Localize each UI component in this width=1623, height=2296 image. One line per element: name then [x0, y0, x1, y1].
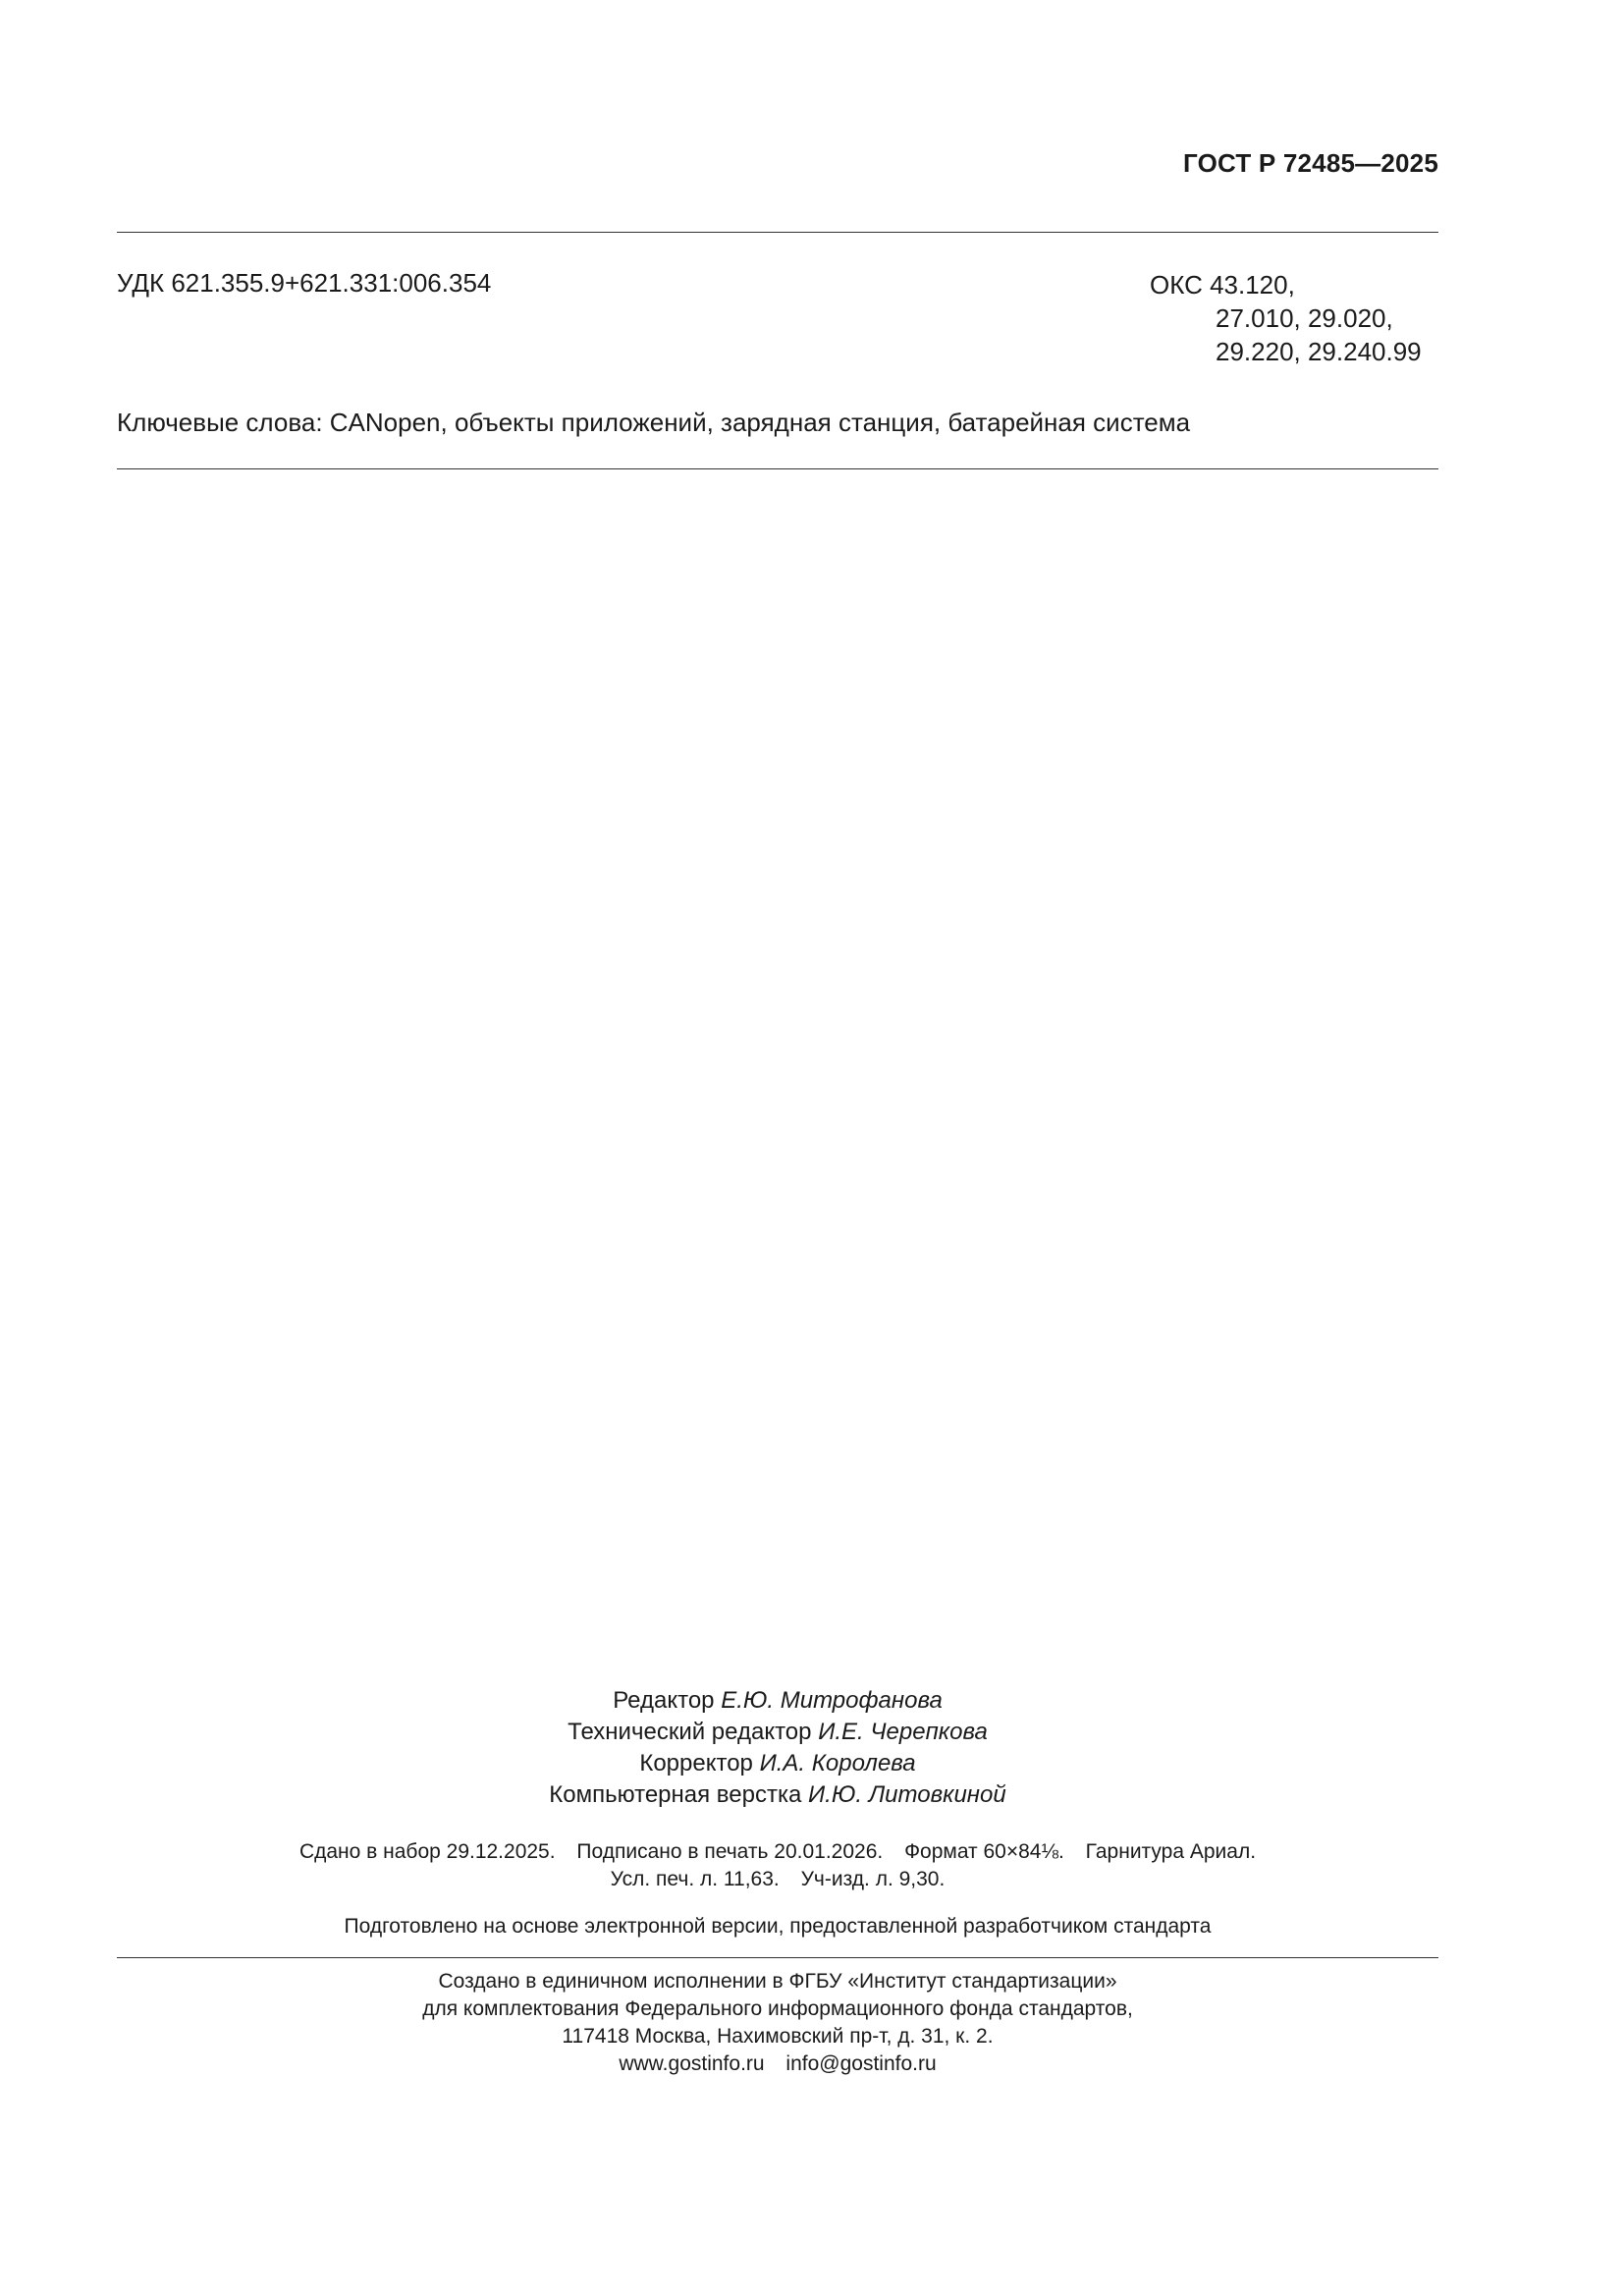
created-info [117, 1968, 1438, 2078]
created-line-2: для комплектования Федерального информационного фонда стандартов, [422, 1997, 1133, 2020]
submitted-date: Сдано в набор 29.12.2025. [298, 1840, 556, 1863]
credit-name: И.Е. Черепкова [818, 1719, 988, 1745]
created-line-3: 117418 Москва, Нахимовский пр-т, д. 31, к. 2. [562, 2025, 994, 2048]
typeface: Гарнитура Ариал. [1085, 1840, 1257, 1863]
website-link[interactable]: www.gostinfo.ru [619, 2052, 765, 2075]
paper-format: Формат 60×84⅛. [904, 1840, 1064, 1863]
standard-number: ГОСТ Р 72485—2025 [1183, 148, 1438, 178]
oks-codes [1150, 268, 1422, 368]
signed-date: Подписано в печать 20.01.2026. [576, 1840, 884, 1863]
credit-editor [117, 1685, 1438, 1717]
credit-role: Компьютерная верстка [549, 1781, 802, 1808]
created-line-1: Создано в единичном исполнении в ФГБУ «Институт стандартизации» [438, 1970, 1117, 1993]
udk-code: УДК 621.355.9+621.331:006.354 [117, 268, 492, 298]
print-sheets: Усл. печ. л. 11,63. [610, 1868, 780, 1890]
credit-proofreader [117, 1748, 1438, 1779]
prepared-note: Подготовлено на основе электронной версии, предоставленной разработчиком стандарта [344, 1915, 1212, 1938]
credit-role: Корректор [639, 1750, 753, 1777]
email-link[interactable]: info@gostinfo.ru [785, 2052, 937, 2075]
footer-divider [117, 1957, 1438, 1958]
credit-role: Технический редактор [568, 1719, 812, 1745]
oks-line: 27.010, 29.020, [1216, 303, 1393, 333]
credit-name: Е.Ю. Митрофанова [721, 1687, 943, 1714]
contacts [117, 2050, 1438, 2078]
credit-layout [117, 1779, 1438, 1811]
oks-line: 29.220, 29.240.99 [1216, 337, 1422, 366]
publication-line-2 [117, 1866, 1438, 1893]
keywords: Ключевые слова: CANopen, объекты приложений, зарядная станция, батарейная система [117, 408, 1191, 437]
top-divider [117, 232, 1438, 233]
oks-line: ОКС 43.120, [1150, 270, 1295, 300]
credit-name: И.Ю. Литовкиной [808, 1781, 1006, 1808]
credit-role: Редактор [613, 1687, 715, 1714]
credit-tech-editor [117, 1717, 1438, 1748]
publication-info [117, 1838, 1438, 1893]
publication-line-1 [117, 1838, 1438, 1866]
credit-name: И.А. Королева [759, 1750, 916, 1777]
keywords-divider [117, 468, 1438, 469]
edition-sheets: Уч-изд. л. 9,30. [800, 1868, 946, 1890]
credits-block [117, 1685, 1438, 1811]
